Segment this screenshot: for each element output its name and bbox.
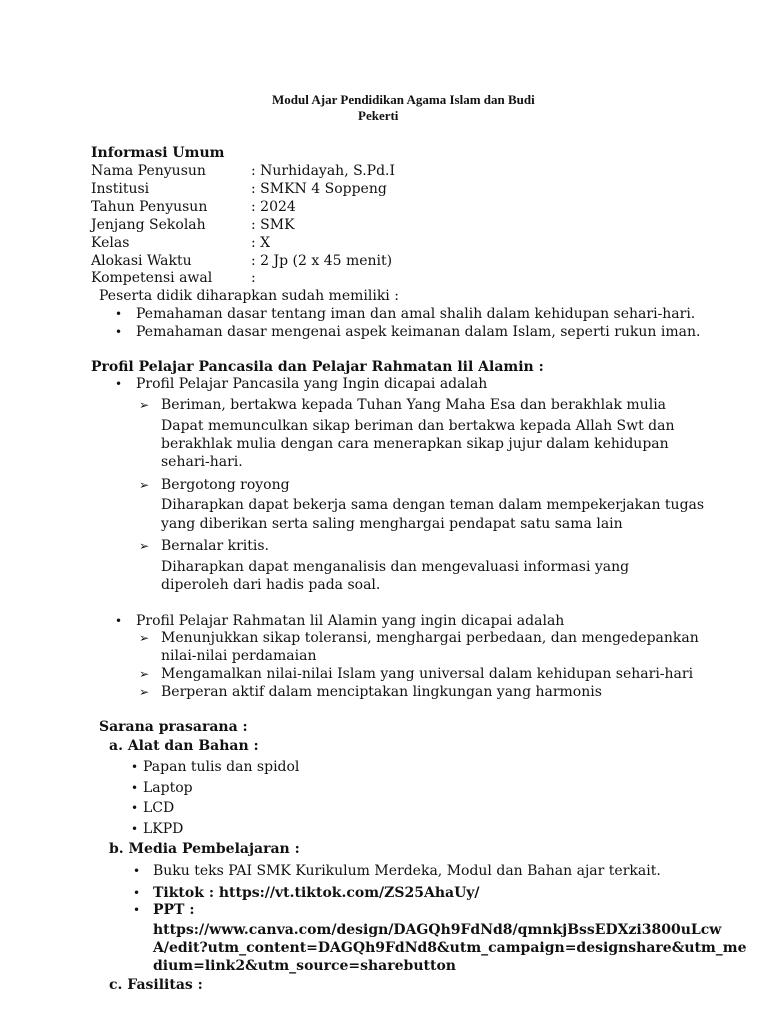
info-label: Alokasi Waktu: [91, 253, 192, 269]
arrow-bullet-icon: ➢: [139, 539, 150, 553]
document-title-line1: Modul Ajar Pendidikan Agama Islam dan Budi: [272, 92, 535, 107]
pancasila-item: Bergotong royong: [161, 477, 290, 493]
bullet-icon: •: [133, 903, 141, 917]
bullet-icon: •: [133, 886, 141, 900]
prereq-item: Pemahaman dasar tentang iman dan amal shalih dalam kehidupan sehari-hari.: [136, 306, 696, 322]
bullet-icon: •: [131, 822, 139, 836]
pancasila-item: Bernalar kritis.: [161, 538, 269, 554]
arrow-bullet-icon: ➢: [139, 685, 150, 699]
prereq-intro: Peserta didik diharapkan sudah memiliki :: [99, 288, 399, 304]
info-value: : X: [251, 235, 271, 251]
alat-item: Laptop: [143, 780, 193, 796]
pancasila-item-desc: berakhlak mulia dengan cara menerapkan sikap jujur dalam kehidupan: [161, 436, 669, 452]
media-heading: b. Media Pembelajaran :: [109, 841, 300, 857]
sarana-heading: Sarana prasarana :: [99, 719, 248, 735]
info-label: Kompetensi awal: [91, 270, 213, 286]
pancasila-item-desc: Diharapkan dapat menganalisis dan mengevaluasi informasi yang: [161, 559, 630, 575]
pancasila-item-desc: yang diberikan serta saling menghargai pendapat satu sama lain: [161, 516, 623, 532]
bullet-icon: •: [115, 325, 123, 339]
arrow-bullet-icon: ➢: [139, 667, 150, 681]
pancasila-item-desc: Diharapkan dapat bekerja sama dengan teman dalam mempekerjakan tugas: [161, 497, 705, 513]
rahmatan-intro: Profil Pelajar Rahmatan lil Alamin yang ingin dicapai adalah: [136, 613, 565, 629]
bullet-icon: •: [115, 307, 123, 321]
alat-item: LCD: [143, 800, 175, 816]
info-label: Kelas: [91, 235, 130, 251]
pancasila-intro: Profil Pelajar Pancasila yang Ingin dicapai adalah: [136, 376, 488, 392]
info-value: :: [251, 270, 256, 286]
info-label: Jenjang Sekolah: [91, 217, 206, 233]
info-label: Institusi: [91, 181, 150, 197]
media-tiktok-link[interactable]: Tiktok : https://vt.tiktok.com/ZS25AhaUy/: [153, 885, 480, 901]
alat-heading: a. Alat dan Bahan :: [109, 738, 259, 754]
document-title-line2: Pekerti: [358, 108, 399, 123]
alat-item: LKPD: [143, 821, 184, 837]
alat-item: Papan tulis dan spidol: [143, 759, 300, 775]
rahmatan-item: Berperan aktif dalam menciptakan lingkungan yang harmonis: [161, 684, 602, 700]
bullet-icon: •: [133, 864, 141, 878]
arrow-bullet-icon: ➢: [139, 631, 150, 645]
profil-heading: Profil Pelajar Pancasila dan Pelajar Rahmatan lil Alamin :: [91, 359, 544, 375]
arrow-bullet-icon: ➢: [139, 478, 150, 492]
info-label: Nama Penyusun: [91, 163, 206, 179]
info-value: : 2 Jp (2 x 45 menit): [251, 253, 393, 269]
bullet-icon: •: [131, 781, 139, 795]
bullet-icon: •: [115, 377, 123, 391]
prereq-item: Pemahaman dasar mengenai aspek keimanan dalam Islam, seperti rukun iman.: [136, 324, 701, 340]
bullet-icon: •: [131, 760, 139, 774]
pancasila-item-desc: diperoleh dari hadis pada soal.: [161, 577, 381, 593]
info-heading: Informasi Umum: [91, 145, 225, 161]
media-ppt-link[interactable]: A/edit?utm_content=DAGQh9FdNd8&utm_campaign=designshare&utm_me: [153, 940, 747, 956]
media-ppt-link[interactable]: dium=link2&utm_source=sharebutton: [153, 958, 456, 974]
arrow-bullet-icon: ➢: [139, 398, 150, 412]
fasilitas-heading: c. Fasilitas :: [109, 977, 203, 993]
info-value: : Nurhidayah, S.Pd.I: [251, 163, 396, 179]
rahmatan-item: Menunjukkan sikap toleransi, menghargai perbedaan, dan mengedepankan: [161, 630, 699, 646]
pancasila-item-desc: Dapat memunculkan sikap beriman dan bertakwa kepada Allah Swt dan: [161, 418, 675, 434]
media-item: Buku teks PAI SMK Kurikulum Merdeka, Modul dan Bahan ajar terkait.: [153, 863, 661, 879]
media-ppt-label: PPT :: [153, 902, 195, 918]
info-value: : 2024: [251, 199, 296, 215]
media-ppt-link[interactable]: https://www.canva.com/design/DAGQh9FdNd8/qmnkjBssEDXzi3800uLcw: [153, 922, 722, 938]
rahmatan-item: Mengamalkan nilai-nilai Islam yang universal dalam kehidupan sehari-hari: [161, 666, 694, 682]
info-label: Tahun Penyusun: [91, 199, 208, 215]
bullet-icon: •: [131, 801, 139, 815]
info-value: : SMK: [251, 217, 295, 233]
bullet-icon: •: [115, 614, 123, 628]
pancasila-item: Beriman, bertakwa kepada Tuhan Yang Maha Esa dan berakhlak mulia: [161, 397, 667, 413]
rahmatan-item: nilai-nilai perdamaian: [161, 648, 317, 664]
pancasila-item-desc: sehari-hari.: [161, 454, 243, 470]
info-value: : SMKN 4 Soppeng: [251, 181, 387, 197]
